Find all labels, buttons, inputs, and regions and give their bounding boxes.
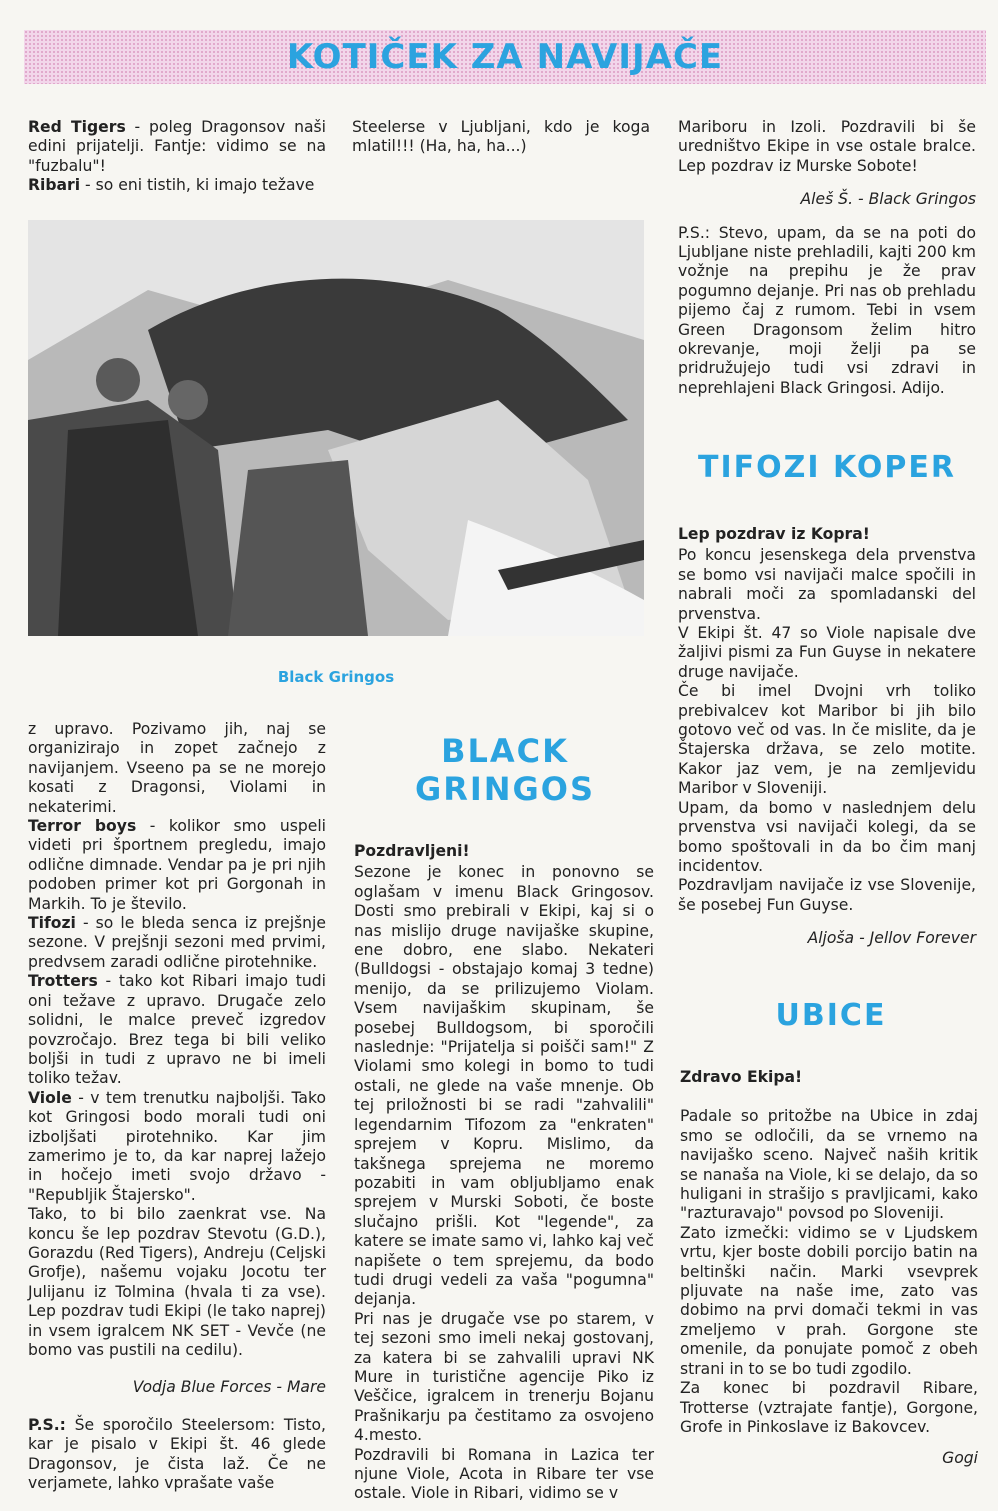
group-label: Ribari (28, 176, 81, 195)
col-b-bottom (354, 842, 654, 1504)
paragraph-text: Še sporočilo Steelersom: Tisto, kar je pisalo v Ekipi št. 46 glede Dragonsov, je čista laž. Če ne verjamete, lahko vprašate vaše (28, 1415, 326, 1493)
paragraph (28, 176, 326, 195)
paragraph-text: Sezone je konec in ponovno se oglašam v imenu Black Gringosov. Dosti smo prebirali v Ekipi, kaj si o nas mislijo druge navijaške skupine, ene dobro, ene slabo. Nekateri (Bulldogsi - obstajajo komaj 3 tedne) menijo, da se prilizujemo Violam. Vsem navijaškim skupinam, še posebej Bulldogsom, bi sporočili naslednje: "Prijatelja si poišči sam!" Z Violami smo kolegi in bomo to tudi ostali, ne glede na vaše mnenje. Ob tej priložnosti bi se radi "zahvalili" legendarnim Tifozom za "enkraten" sprejem v Kopru. Mislimo, da takšnega sprejema ne moremo pozabiti in vam obljubljamo enak sprejem v Murski Soboti, če boste slučajno prišli. Kot "legende", za katere se imate samo vi, lahko kaj več napišete o tem sprejemu, da bodo tudi drugi vedeli za vaša "pogumna" dejanja. (354, 863, 654, 1309)
paragraph-text: Padale so pritožbe na Ubice in zdaj smo se odločili, da se vrnemo na navijaško sceno. Največ naših kritik se nanaša na Viole, ki se delajo, da so huligani in strašijo s pravljicami, kako "razturavajo" povsod po Sloveniji. (680, 1107, 978, 1223)
col-a-bottom (28, 720, 326, 1493)
greeting: Lep pozdrav iz Kopra! (678, 525, 870, 543)
page-title: KOTIČEK ZA NAVIJAČE (286, 37, 724, 77)
ubice-heading: UBICE (775, 998, 887, 1033)
paragraph-text: Pozdravili bi Romana in Lazica ter njune Viole, Acota in Ribare ter vse ostale. Viole in Ribari, vidimo se v (354, 1445, 654, 1503)
col-c-ubice (680, 1068, 978, 1469)
signature: Aljoša - Jellov Forever (807, 929, 976, 948)
paragraph-text: - so eni tistih, ki imajo težave (80, 176, 315, 195)
signature: Vodja Blue Forces - Mare (132, 1378, 326, 1397)
paragraph-text: - tako kot Ribari imajo tudi oni težave z upravo. Drugače zelo solidni, le malce preveč izgredov povzročajo. Brez tega bi bili veliko boljši in tudi z upravo ne bi imeli toliko težav. (28, 972, 326, 1088)
paragraph-text: Mariboru in Izoli. Pozdravili bi še uredništvo Ekipe in vse ostale bralce. Lep pozdrav iz Murske Sobote! (678, 118, 976, 175)
photo-illustration (28, 220, 644, 636)
fan-photo (28, 220, 644, 636)
greeting: Pozdravljeni! (354, 842, 470, 860)
signature: Aleš Š. - Black Gringos (800, 190, 976, 209)
group-label: Viole (28, 1088, 72, 1107)
paragraph (28, 1416, 326, 1494)
group-label: Trotters (28, 972, 98, 991)
group-label: Tifozi (28, 914, 76, 933)
greeting: Zdravo Ekipa! (680, 1068, 803, 1086)
paragraph-text: Tako, to bi bilo zaenkrat vse. Na koncu še lep pozdrav Stevotu (G.D.), Gorazdu (Red Tigers), Andreju (Celjski Grofje), našemu vojaku Jocotu ter Julijanu iz Tolmina (hvala ti za vse). Lep pozdrav tudi Ekipi (le tako naprej) in vsem igralcem NK SET - Vevče (ne bomo vas pustili na cedilu). (28, 1205, 326, 1359)
paragraph-text: z upravo. Pozivamo jih, naj se organizirajo in zopet začnejo z navijanjem. Vseeno pa se ne morejo kosati z Dragonsi, Violami in nekaterimi. (28, 720, 326, 816)
group-label: Red Tigers (28, 118, 126, 136)
group-label: Terror boys (28, 817, 137, 836)
col-a-top (28, 118, 326, 196)
paragraph-text: P.S.: Stevo, upam, da se na poti do Ljubljane niste prehladili, kajti 200 km vožnje na prepihu je že prav pogumno dejanje. Pri nas ob prehladu pijemo čaj z rumom. Tebi in vsem Green Dragonsom želim hitro okrevanje, moji želji pa se pridružujejo tudi vsi zdravi in neprehlajeni Black Gringosi. Adijo. (678, 223, 976, 397)
paragraph-text: - so le bleda senca iz prejšnje sezone. V prejšnji sezoni med prvimi, predvsem zaradi odlične pirotehnike. (28, 914, 326, 971)
paragraph-text: Steelerse v Ljubljani, kdo je koga mlatil!!! (Ha, ha, ha...) (352, 118, 650, 156)
paragraph-text: Za konec bi pozdravil Ribare, Trotterse (vztrajate fantje), Gorgone, Grofe in Pinkoslave iz Bakovcev. (680, 1379, 978, 1436)
heading-line: GRINGOS (414, 770, 596, 808)
black-gringos-heading (352, 732, 658, 808)
paragraph (28, 118, 326, 176)
paragraph-text: - kolikor smo uspeli videti pri športnem pregledu, imajo odlične dimnade. Vendar pa je pri njih podoben primer kot pri Gorgonah in Markih. To je število. (28, 817, 326, 913)
paragraph (28, 817, 326, 914)
paragraph (28, 914, 326, 972)
tifozi-koper-heading: TIFOZI KOPER (698, 450, 956, 485)
paragraph-text: Upam, da bomo v naslednjem delu prvenstva vsi navijači kolegi, da se bomo spoštovali in da bo čim manj incidentov. (678, 798, 976, 875)
paragraph-text: V Ekipi št. 47 so Viole napisale dve žaljivi pismi za Fun Guyse in nekatere druge navijače. (678, 624, 976, 681)
signature: Gogi (942, 1449, 978, 1468)
paragraph-text: - poleg Dragonsov naši edini prijatelji. Fantje: vidimo se na "fuzbalu"! (28, 118, 326, 175)
paragraph-text: Če bi imel Dvojni vrh toliko prebivalcev kot Maribor bi jih bilo gotovo več od vas. In če mislite, da je Štajerska država, se zelo motite. Kakor jaz vem, je na zemljevidu Maribor v Sloveniji. (678, 682, 976, 798)
paragraph-text: - v tem trenutku najboljši. Tako kot Gringosi bodo morali tudi oni izboljšati pirotehniko. Kar jim zamerimo je to, da kar naprej lažejo in hočejo imeti svojo državo - "Republjik Štajersko". (28, 1088, 326, 1204)
paragraph (28, 1089, 326, 1205)
paragraph-text: Pri nas je drugače vse po starem, v tej sezoni smo imeli nekaj gostovanj, za katera bi se zahvalili upravi NK Mure in turistične agencije Piko iz Veščice, igralcem in trenerju Bojanu Prašnikarju pa čestitamo za osvojeno 4.mesto. (354, 1309, 654, 1445)
col-c-tifozi (678, 525, 976, 949)
photo-caption: Black Gringos (277, 668, 395, 686)
paragraph-text: Po koncu jesenskega dela prvenstva se bomo vsi navijači malce spočili in nabrali moči za spomladanski del prvenstva. (678, 546, 976, 623)
paragraph-text: Pozdravljam navijače iz vse Slovenije, še posebej Fun Guyse. (678, 876, 976, 914)
ps-label: P.S.: (28, 1415, 66, 1434)
col-b-top (352, 118, 650, 157)
col-c-top (678, 118, 976, 398)
paragraph-text: Zato izmečki: vidimo se v Ljudskem vrtu, kjer boste dobili porcijo batin na beltinški način. Marki vsevprek pljuvate na naše ime, zato vas dobimo na prvi domači tekmi in vas zmeljemo v prah. Gorgone ste omenile, da ponujate pomoč z obeh strani in to se bo tudi zgodilo. (680, 1223, 978, 1378)
heading-line: BLACK (441, 732, 569, 770)
paragraph (28, 972, 326, 1088)
